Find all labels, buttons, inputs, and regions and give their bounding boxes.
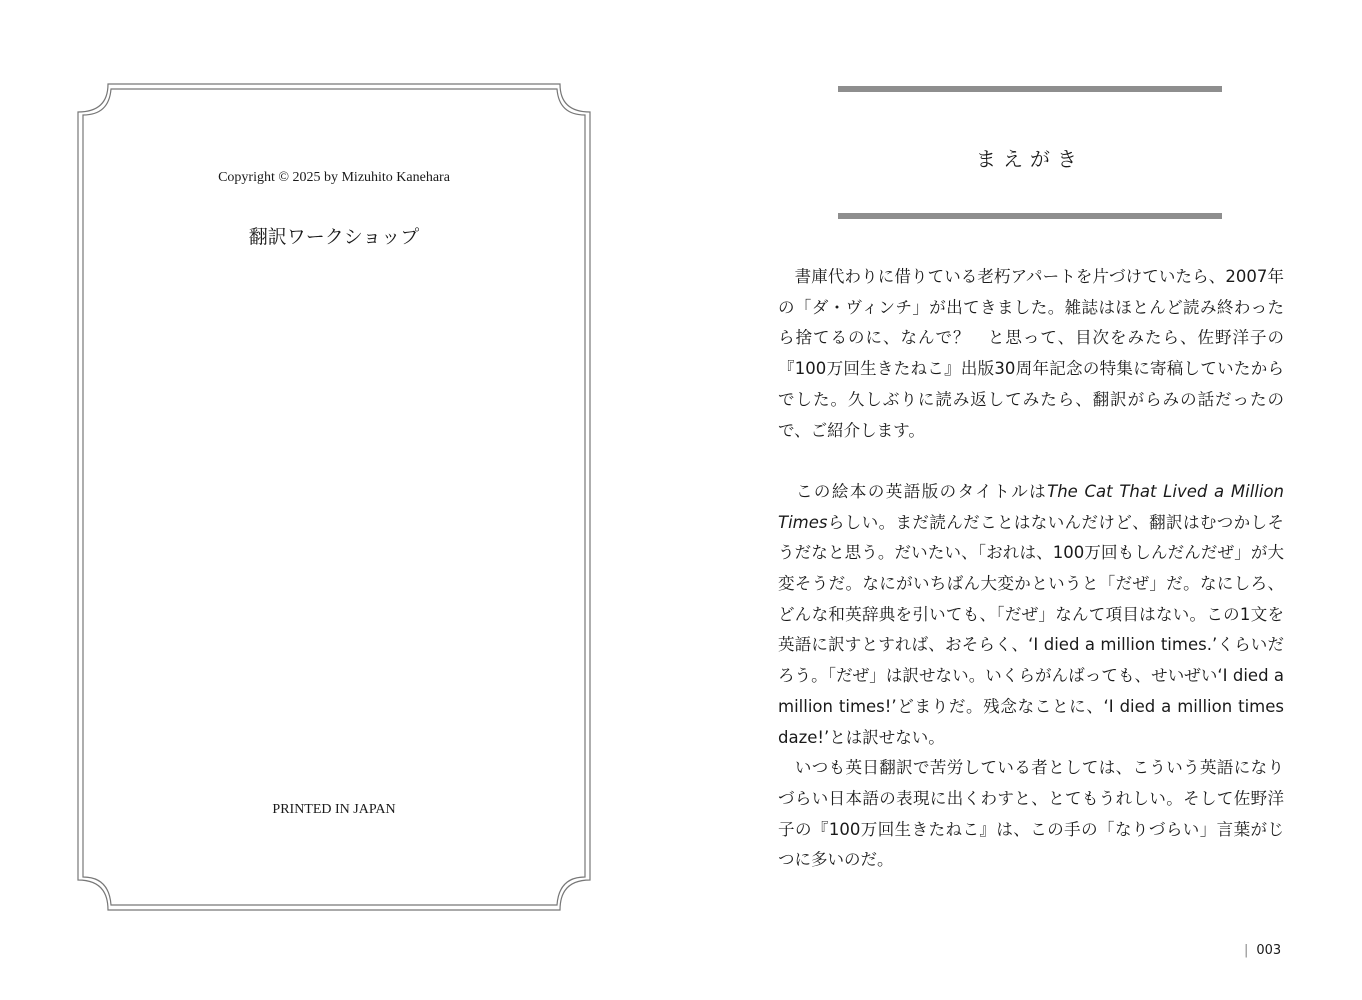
title-rule-bottom	[838, 213, 1222, 219]
paragraph-2	[778, 477, 1284, 753]
book-title: 翻訳ワークショップ	[248, 226, 420, 248]
body-text	[778, 262, 1284, 876]
paragraph-3: いつも英日翻訳で苦労している者としては、こういう英語になりづらい日本語の表現に出くわすと、とてもうれしい。そして佐野洋子の『100万回生きたねこ』は、この手の「なりづらい」言葉がじつに多いのだ。	[778, 758, 1284, 870]
printed-in-label: PRINTED IN JAPAN	[272, 802, 396, 817]
page-number-value: 003	[1256, 943, 1282, 958]
copyright-page	[78, 84, 590, 910]
title-rule-top	[838, 86, 1222, 92]
page-number	[1244, 943, 1281, 958]
paragraph-1: 書庫代わりに借りている老朽アパートを片づけていたら、2007年の「ダ・ヴィンチ」が出てきました。雑誌はほとんど読み終わったら捨てるのに、なんで？ と思って、目次をみたら、佐野洋子の『100万回生きたねこ』出版30周年記念の特集に寄稿していたからでした。久しぶりに読み返してみたら、翻訳がらみの話だったので、ご紹介します。	[778, 267, 1284, 440]
paragraph-2-rest: らしい。まだ読んだことはないんだけど、翻訳はむつかしそうだなと思う。だいたい、「おれは、100万回もしんだんだぜ」が大変そうだ。なにがいちばん大変かというと「だぜ」だ。なにしろ、どんな和英辞典を引いても、「だぜ」なんて項目はない。この1文を英語に訳すとすれば、おそらく、‘I died a million times.’くらいだろう。「だぜ」は訳せない。いくらがんばっても、せいぜい‘I died a million times!’どまりだ。残念なことに、‘I died a million times daze!’とは訳せない。	[778, 512, 1284, 747]
page-number-marker: |	[1244, 943, 1249, 958]
copyright-notice: Copyright © 2025 by Mizuhito Kanehara	[218, 170, 450, 185]
english-title: The Cat That Lived a Million Times	[778, 481, 1284, 532]
paragraph-2-lead: この絵本の英語版のタイトルは	[778, 481, 1048, 501]
chapter-title: まえがき	[976, 147, 1084, 171]
